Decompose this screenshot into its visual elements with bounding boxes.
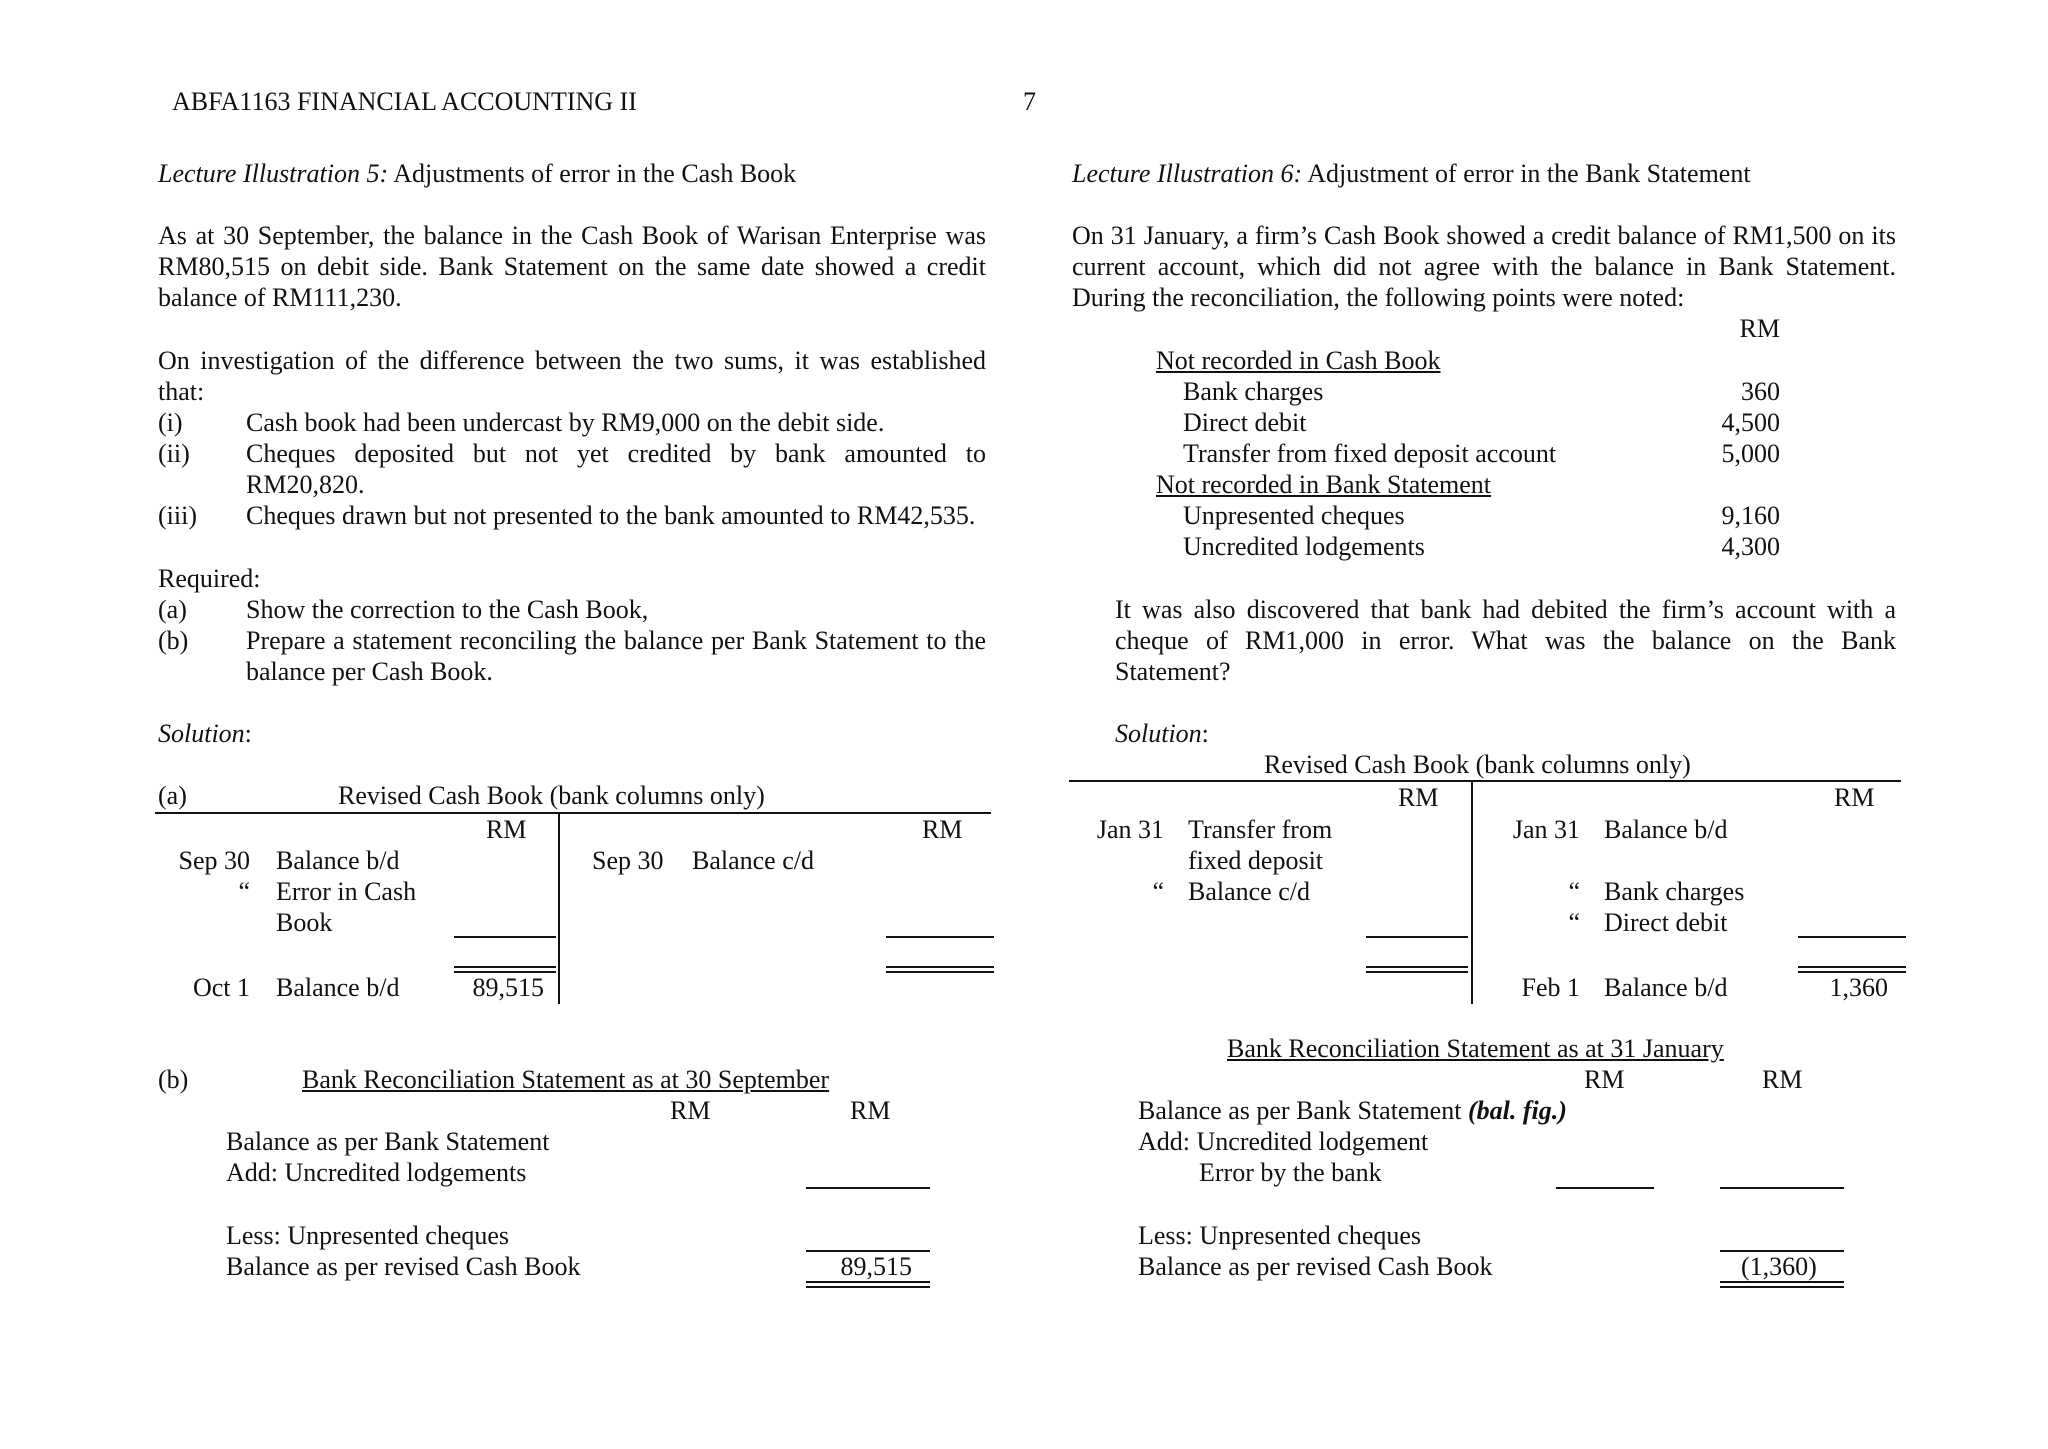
- credit-rm-header: RM: [1834, 783, 1875, 812]
- recon-line: Error by the bank: [1199, 1158, 1382, 1187]
- point-label: Direct debit: [1183, 408, 1307, 437]
- part-a-label: (a): [158, 781, 187, 810]
- point-amount: 5,000: [1721, 439, 1780, 468]
- entry-date: Sep 30: [178, 846, 250, 875]
- item-number: (ii): [158, 439, 190, 468]
- point-label: Uncredited lodgements: [1183, 532, 1425, 561]
- debit-rm-header: RM: [486, 815, 527, 844]
- point-label: Unpresented cheques: [1183, 501, 1405, 530]
- ditto-mark: “: [238, 877, 250, 906]
- group-heading: Not recorded in Bank Statement: [1156, 470, 1492, 499]
- reconciliation-title: Bank Reconciliation Statement as at 31 January: [1227, 1034, 1724, 1063]
- entry-description: fixed deposit: [1188, 846, 1324, 875]
- subtotal-rule: [806, 1187, 930, 1189]
- reconciliation-title: Bank Reconciliation Statement as at 30 September: [302, 1065, 830, 1094]
- part-b-label: (b): [158, 1065, 189, 1094]
- entry-description: Balance b/d: [276, 846, 400, 875]
- illustration-6-paragraph-1: On 31 January, a firm’s Cash Book showed a credit balance of RM1,500 on its current account, which did not agree with the balance in Bank Statement. During the reconciliation, the following points were noted:: [1072, 221, 1896, 312]
- point-label: Transfer from fixed deposit account: [1183, 439, 1557, 468]
- total-rule: [454, 936, 556, 938]
- item-text: Cheques drawn but not presented to the bank amounted to RM42,535.: [246, 501, 976, 530]
- debit-rm-header: RM: [1398, 783, 1439, 812]
- solution-label: Solution:: [158, 719, 252, 748]
- entry-date: Sep 30: [592, 846, 664, 875]
- entry-description: Direct debit: [1604, 908, 1728, 937]
- recon-line: Balance as per Bank Statement: [226, 1127, 550, 1156]
- subtotal-rule: [1556, 1187, 1654, 1189]
- total-rule: [1366, 936, 1468, 938]
- required-label: Required:: [158, 564, 261, 593]
- cash-book-title: Revised Cash Book (bank columns only): [1264, 750, 1691, 779]
- solution-label: Solution:: [1115, 719, 1209, 748]
- entry-amount: 1,360: [1829, 973, 1888, 1002]
- entry-description: Balance c/d: [692, 846, 814, 875]
- course-header: ABFA1163 FINANCIAL ACCOUNTING II: [172, 87, 637, 116]
- illustration-6-paragraph-2: It was also discovered that bank had debited the firm’s account with a cheque of RM1,000 in error. What was the balance on the Bank Statement?: [1115, 595, 1896, 686]
- recon-line: Less: Unpresented cheques: [226, 1221, 510, 1250]
- entry-description: Transfer from: [1188, 815, 1333, 844]
- subtotal-rule: [1720, 1187, 1844, 1189]
- point-amount: 360: [1741, 377, 1780, 406]
- entry-description: Balance c/d: [1188, 877, 1310, 906]
- cash-book-top-rule: [155, 812, 991, 814]
- final-double-rule: [1720, 1281, 1844, 1288]
- total-double-rule: [1366, 966, 1468, 973]
- final-double-rule: [806, 1281, 930, 1288]
- recon-line: Less: Unpresented cheques: [1138, 1221, 1422, 1250]
- required-number: (a): [158, 595, 187, 624]
- required-number: (b): [158, 626, 189, 655]
- point-amount: 9,160: [1721, 501, 1780, 530]
- item-number: (i): [158, 408, 183, 437]
- entry-date: Oct 1: [192, 973, 250, 1002]
- recon-final-amount: 89,515: [840, 1252, 912, 1281]
- total-rule: [1798, 936, 1906, 938]
- total-double-rule: [886, 966, 994, 973]
- recon-line: Balance as per revised Cash Book: [226, 1252, 581, 1281]
- entry-description: Balance b/d: [1604, 973, 1728, 1002]
- recon-line: Add: Uncredited lodgements: [226, 1158, 527, 1187]
- rm-column-header: RM: [1584, 1065, 1625, 1094]
- illustration-5-title: Lecture Illustration 5: Adjustments of error in the Cash Book: [158, 159, 797, 188]
- illustration-5-paragraph-1: As at 30 September, the balance in the Cash Book of Warisan Enterprise was RM80,515 on debit side. Bank Statement on the same date showed a credit balance of RM111,230.: [158, 221, 986, 312]
- total-rule: [886, 936, 994, 938]
- rm-column-header: RM: [1762, 1065, 1803, 1094]
- cash-book-center-rule: [558, 812, 560, 1004]
- recon-final-amount: (1,360): [1741, 1252, 1817, 1281]
- item-text: Cheques deposited but not yet credited by bank amounted to RM20,820.: [246, 439, 986, 499]
- entry-date: Feb 1: [1521, 973, 1580, 1002]
- entry-description: Book: [276, 908, 333, 937]
- rm-column-header: RM: [670, 1096, 711, 1125]
- entry-date: Jan 31: [1096, 815, 1164, 844]
- ditto-mark: “: [1568, 877, 1580, 906]
- cash-book-top-rule: [1069, 780, 1901, 782]
- recon-line: Balance as per Bank Statement (bal. fig.): [1138, 1096, 1567, 1125]
- cash-book-title: Revised Cash Book (bank columns only): [338, 781, 765, 810]
- cash-book-center-rule: [1471, 780, 1473, 1004]
- entry-description: Bank charges: [1604, 877, 1745, 906]
- required-text: Show the correction to the Cash Book,: [246, 595, 649, 624]
- entry-description: Balance b/d: [276, 973, 400, 1002]
- ditto-mark: “: [1568, 908, 1580, 937]
- ditto-mark: “: [1152, 877, 1164, 906]
- group-heading: Not recorded in Cash Book: [1156, 346, 1441, 375]
- illustration-5-paragraph-2: On investigation of the difference between the two sums, it was established that:: [158, 346, 986, 406]
- entry-date: Jan 31: [1512, 815, 1580, 844]
- recon-line: Balance as per revised Cash Book: [1138, 1252, 1493, 1281]
- item-number: (iii): [158, 501, 197, 530]
- entry-description: Error in Cash: [276, 877, 417, 906]
- credit-rm-header: RM: [922, 815, 963, 844]
- rm-column-header: RM: [1739, 314, 1780, 343]
- point-amount: 4,300: [1721, 532, 1780, 561]
- illustration-6-title: Lecture Illustration 6: Adjustment of error in the Bank Statement: [1072, 159, 1751, 188]
- item-text: Cash book had been undercast by RM9,000 on the debit side.: [246, 408, 885, 437]
- entry-description: Balance b/d: [1604, 815, 1728, 844]
- page-number: 7: [1023, 87, 1036, 116]
- point-amount: 4,500: [1721, 408, 1780, 437]
- rm-column-header: RM: [850, 1096, 891, 1125]
- entry-amount: 89,515: [472, 973, 544, 1002]
- required-text: Prepare a statement reconciling the balance per Bank Statement to the balance per Cash Book.: [246, 626, 986, 686]
- recon-line: Add: Uncredited lodgement: [1138, 1127, 1429, 1156]
- point-label: Bank charges: [1183, 377, 1324, 406]
